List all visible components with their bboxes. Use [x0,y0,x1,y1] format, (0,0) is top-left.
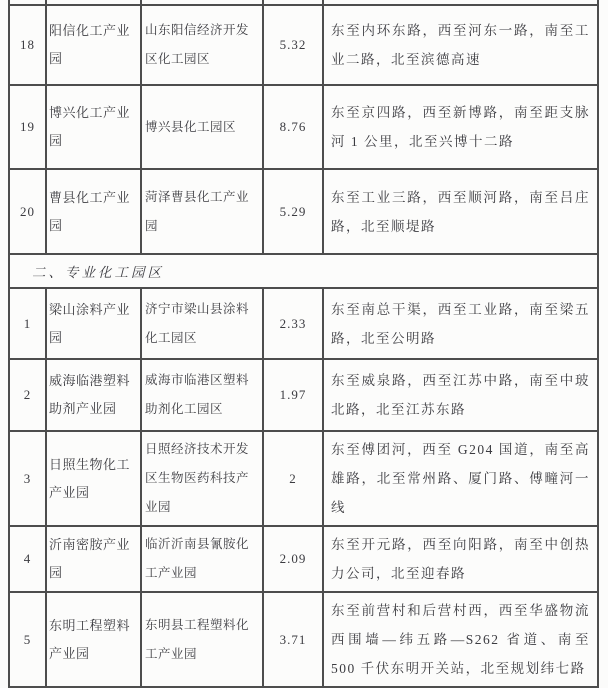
area-cell: 2 [263,431,323,526]
park-name-cell: 博兴化工产业园 [46,85,141,169]
zone-name-cell: 山东阳信经济开发区化工园区 [141,5,263,85]
section-title: 二、专业化工园区 [9,254,598,288]
zone-name-cell: 东明县工程塑料化工产业园 [141,592,263,687]
section-header-row [9,254,598,288]
table-row [9,431,598,526]
table-row [9,169,598,254]
table-row [9,288,598,359]
park-name-cell: 曹县化工产业园 [46,169,141,254]
park-name-cell: 日照生物化工产业园 [46,431,141,526]
area-cell: 5.32 [263,5,323,85]
zone-name-cell: 菏泽曹县化工产业园 [141,169,263,254]
boundary-cell: 东至工业三路，西至顺河路，南至吕庄路，北至顺堤路 [323,169,598,254]
table-row [9,5,598,85]
zone-name-cell: 济宁市梁山县涂料化工园区 [141,288,263,359]
row-number-cell: 3 [9,431,46,526]
row-number-cell: 1 [9,288,46,359]
row-number-cell: 18 [9,5,46,85]
row-number-cell: 4 [9,526,46,592]
zone-name-cell: 临沂沂南县氰胺化工产业园 [141,526,263,592]
row-number-cell: 2 [9,359,46,431]
area-cell: 2.33 [263,288,323,359]
area-cell: 8.76 [263,85,323,169]
boundary-cell: 东至开元路，西至向阳路，南至中创热力公司，北至迎春路 [323,526,598,592]
area-cell: 2.09 [263,526,323,592]
park-name-cell: 梁山涂料产业园 [46,288,141,359]
table-row [9,85,598,169]
park-name-cell: 威海临港塑料助剂产业园 [46,359,141,431]
boundary-cell: 东至内环东路，西至河东一路，南至工业二路，北至滨德高速 [323,5,598,85]
boundary-cell: 东至南总干渠，西至工业路，南至梁五路，北至公明路 [323,288,598,359]
zone-name-cell: 威海市临港区塑料助剂化工园区 [141,359,263,431]
boundary-cell: 东至前营村和后营村西，西至华盛物流西围墙—纬五路—S262 省道、南至 500 千伏东明开关站，北至规划纬七路 [323,592,598,687]
boundary-cell: 东至傅团河，西至 G204 国道，南至高雄路，北至常州路、厦门路、傅疃河一线 [323,431,598,526]
area-cell: 1.97 [263,359,323,431]
row-number-cell: 19 [9,85,46,169]
table-row [9,592,598,687]
boundary-cell: 东至威泉路，西至江苏中路，南至中玻北路，北至江苏东路 [323,359,598,431]
boundary-cell: 东至京四路，西至新博路，南至距支脉河 1 公里，北至兴博十二路 [323,85,598,169]
table-row [9,526,598,592]
park-name-cell: 东明工程塑料产业园 [46,592,141,687]
area-cell: 3.71 [263,592,323,687]
row-number-cell: 5 [9,592,46,687]
area-cell: 5.29 [263,169,323,254]
park-name-cell: 阳信化工产业园 [46,5,141,85]
row-number-cell: 20 [9,169,46,254]
zone-name-cell: 博兴县化工园区 [141,85,263,169]
table-row [9,359,598,431]
park-name-cell: 沂南密胺产业园 [46,526,141,592]
zone-name-cell: 日照经济技术开发区生物医药科技产业园 [141,431,263,526]
chemical-park-table [8,0,599,688]
